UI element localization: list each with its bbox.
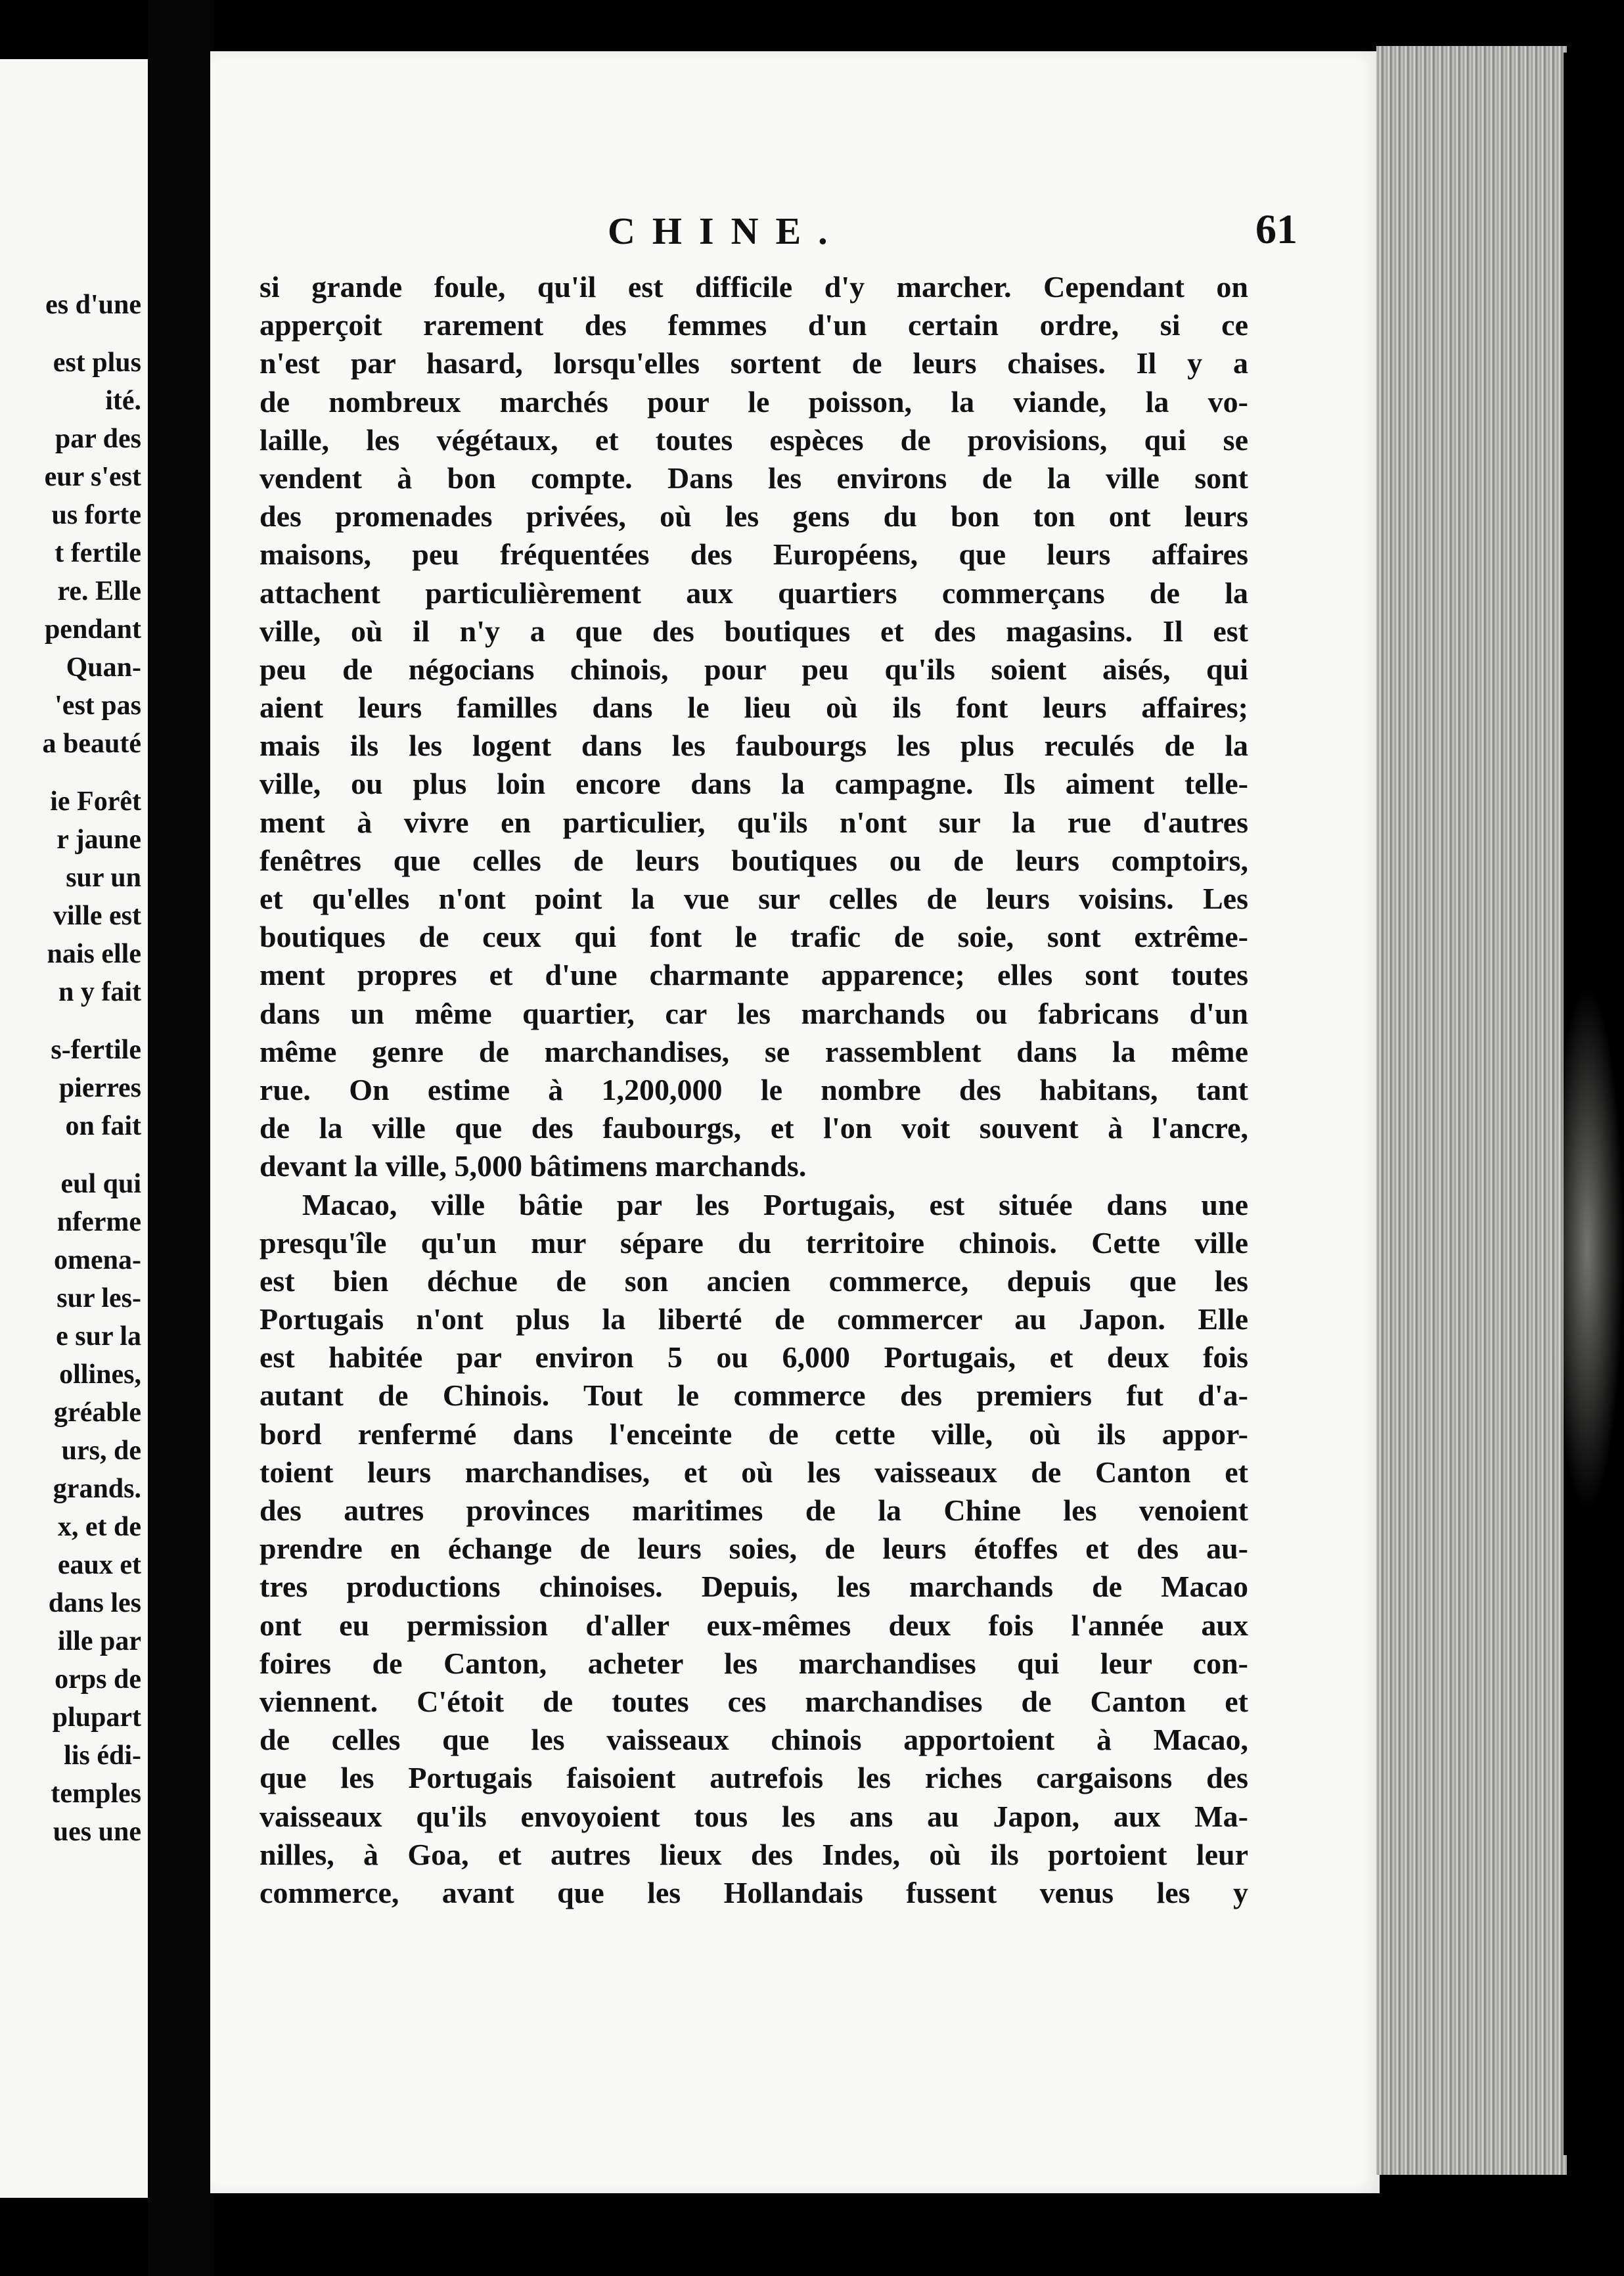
left-text-line: nferme [56, 1207, 141, 1237]
text-line: aient leurs familles dans le lieu où ils font leurs affaires; [259, 691, 1248, 725]
left-text-line: ville est [53, 901, 141, 931]
text-line: boutiques de ceux qui font le trafic de soie, sont extrême- [259, 920, 1248, 954]
text-line: toient leurs marchandises, et où les vaisseaux de Canton et [259, 1455, 1248, 1489]
text-line: vaisseaux qu'ils envoyoient tous les ans au Japon, aux Ma- [259, 1799, 1248, 1833]
left-text-line: Quan- [66, 652, 141, 683]
text-line: bord renfermé dans l'enceinte de cette ville, où ils appor- [259, 1417, 1248, 1451]
left-text-line: ille par [57, 1626, 141, 1656]
text-line: Macao, ville bâtie par les Portugais, est située dans une [302, 1187, 1248, 1221]
text-line: ville, ou plus loin encore dans la campagne. Ils aiment telle- [259, 767, 1248, 801]
left-text-line: ité. [105, 386, 141, 416]
text-line: nilles, à Goa, et autres lieux des Indes, où ils portoient leur [259, 1837, 1248, 1871]
left-text-line: a beauté [42, 729, 141, 759]
left-text-line: sur un [66, 863, 141, 893]
text-line: des promenades privées, où les gens du bon ton ont leurs [259, 499, 1248, 534]
left-text-line: r jaune [56, 825, 141, 855]
text-line: prendre en échange de leurs soies, de leurs étoffes et des au- [259, 1532, 1248, 1566]
right-page [210, 51, 1380, 2193]
text-line: est habitée par environ 5 ou 6,000 Portugais, et deux fois [259, 1340, 1248, 1375]
left-text-line: t fertile [55, 538, 141, 568]
text-line: Portugais n'ont plus la liberté de commercer au Japon. Elle [259, 1302, 1248, 1336]
text-line: ont eu permission d'aller eux-mêmes deux fois l'année aux [259, 1608, 1248, 1642]
left-text-line: par des [55, 424, 141, 454]
left-text-line [0, 763, 144, 783]
text-line: devant la ville, 5,000 bâtimens marchands. [259, 1149, 807, 1183]
running-title: CHINE. [608, 210, 845, 252]
text-line: que les Portugais faisoient autrefois les riches cargaisons des [259, 1761, 1248, 1795]
text-line: fenêtres que celles de leurs boutiques ou de leurs comptoirs, [259, 843, 1248, 877]
left-text-line: dans les [48, 1588, 141, 1618]
text-line: tres productions chinoises. Depuis, les marchands de Macao [259, 1570, 1248, 1604]
left-text-line: eaux et [57, 1550, 141, 1580]
left-text-line: ues une [53, 1817, 141, 1847]
text-line: n'est par hasard, lorsqu'elles sortent de leurs chaises. Il y a [259, 346, 1248, 380]
text-line: de celles que les vaisseaux chinois apportoient à Macao, [259, 1723, 1248, 1757]
left-page-text [0, 286, 144, 1851]
left-text-line: re. Elle [57, 576, 141, 606]
text-line: ville, où il n'y a que des boutiques et des magasins. Il est [259, 614, 1248, 648]
text-line: même genre de marchandises, se rassemblent dans la même [259, 1034, 1248, 1068]
text-line: peu de négocians chinois, pour peu qu'ils soient aisés, qui [259, 652, 1248, 686]
left-text-line: grands. [53, 1474, 141, 1504]
left-text-line: est plus [53, 348, 141, 378]
text-line: autant de Chinois. Tout le commerce des premiers fut d'a- [259, 1378, 1248, 1413]
left-text-line: us forte [51, 500, 141, 530]
book-gutter [148, 0, 214, 2276]
left-text-line: plupart [52, 1702, 141, 1733]
left-text-line: sur les- [56, 1283, 141, 1313]
text-line: attachent particulièrement aux quartiers commerçans de la [259, 576, 1248, 610]
left-text-line: pierres [58, 1073, 141, 1103]
text-line: de la ville que des faubourgs, et l'on voit souvent à l'ancre, [259, 1111, 1248, 1145]
book-page-edges [1376, 46, 1567, 2175]
text-line: de nombreux marchés pour le poisson, la viande, la vo- [259, 384, 1248, 419]
text-line: ment propres et d'une charmante apparence; elles sont toutes [259, 958, 1248, 992]
left-text-line: urs, de [61, 1436, 141, 1466]
left-text-line: pendant [44, 614, 141, 645]
text-line: laille, les végétaux, et toutes espèces de provisions, qui se [259, 422, 1248, 457]
text-line: commerce, avant que les Hollandais fussent venus les y [259, 1875, 1248, 1909]
edge-highlight [1550, 986, 1624, 1511]
left-text-line: s-fertile [51, 1035, 141, 1065]
text-line: viennent. C'étoit de toutes ces marchandises de Canton et [259, 1684, 1248, 1718]
left-text-line: omena- [54, 1245, 141, 1275]
text-line: des autres provinces maritimes de la Chine les venoient [259, 1493, 1248, 1527]
left-page-fragment [0, 59, 148, 2198]
left-text-line: gréable [54, 1398, 141, 1428]
left-text-line: ie Forêt [50, 786, 141, 817]
left-text-line: lis édi- [64, 1741, 141, 1771]
left-text-line: eul qui [60, 1169, 141, 1199]
text-line: ment à vivre en particulier, qu'ils n'ont sur la rue d'autres [259, 805, 1248, 839]
left-text-line: orps de [55, 1664, 141, 1695]
body-text [259, 268, 1248, 1912]
text-line: foires de Canton, acheter les marchandises qui leur con- [259, 1646, 1248, 1680]
text-line: presqu'île qu'un mur sépare du territoire chinois. Cette ville [259, 1225, 1248, 1260]
left-text-line: x, et de [57, 1512, 141, 1542]
text-line: mais ils les logent dans les faubourgs les plus reculés de la [259, 729, 1248, 763]
left-text-line: on fait [65, 1111, 141, 1141]
left-text-line: nais elle [47, 939, 141, 969]
left-text-line: ollines, [59, 1359, 141, 1390]
text-line: si grande foule, qu'il est difficile d'y marcher. Cependant on [259, 270, 1248, 304]
page-header [210, 206, 1380, 268]
text-line: dans un même quartier, car les marchands ou fabricans d'un [259, 996, 1248, 1030]
text-line: apperçoit rarement des femmes d'un certain ordre, si ce [259, 308, 1248, 342]
page-number: 61 [1255, 206, 1297, 252]
left-text-line: es d'une [45, 290, 141, 320]
left-text-line: eur s'est [44, 462, 141, 492]
text-line: maisons, peu fréquentées des Européens, que leurs affaires [259, 537, 1248, 572]
left-text-line: e sur la [56, 1321, 141, 1352]
left-text-line [0, 324, 144, 344]
left-text-line [0, 1011, 144, 1031]
left-text-line: 'est pas [55, 691, 141, 721]
text-line: et qu'elles n'ont point la vue sur celles de leurs voisins. Les [259, 882, 1248, 915]
text-line: vendent à bon compte. Dans les environs de la ville sont [259, 461, 1248, 495]
text-line: rue. On estime à 1,200,000 le nombre des habitans, tant [259, 1072, 1248, 1106]
left-text-line: temples [51, 1779, 141, 1809]
left-text-line [0, 1145, 144, 1165]
left-text-line: n y fait [58, 977, 141, 1007]
text-line: est bien déchue de son ancien commerce, depuis que les [259, 1263, 1248, 1298]
